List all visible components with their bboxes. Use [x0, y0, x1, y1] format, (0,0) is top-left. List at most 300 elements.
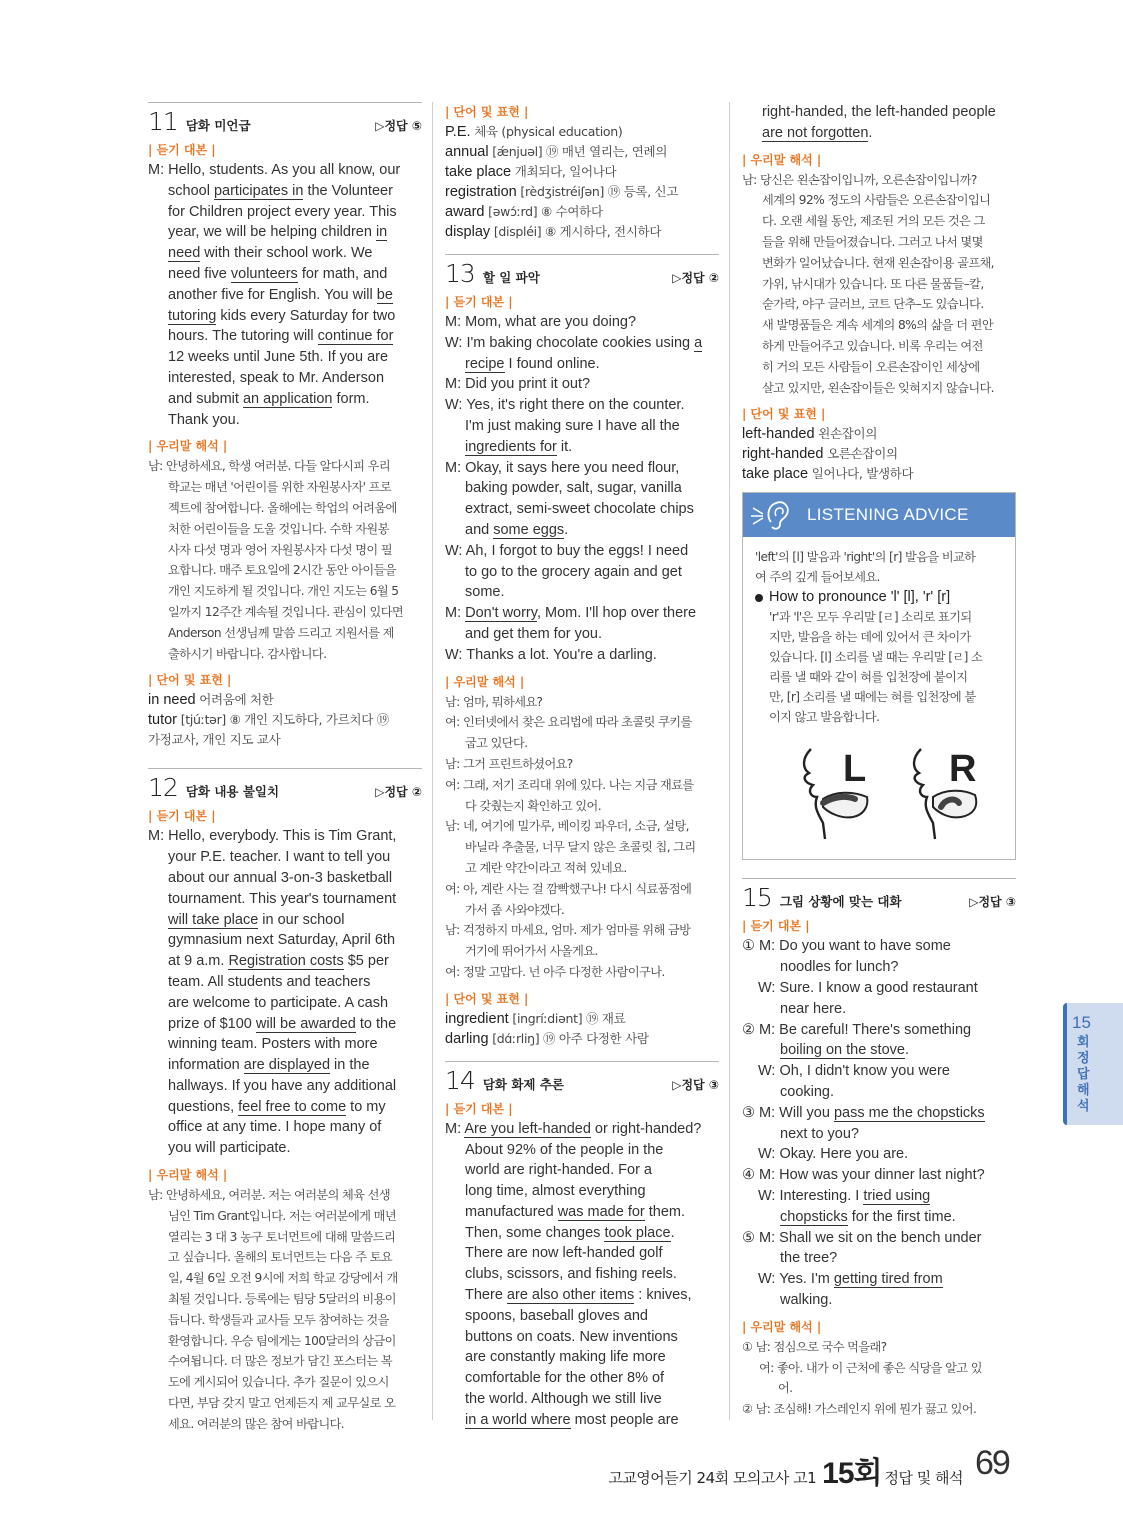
- translation-line: 남: 네, 여기에 밀가루, 베이킹 파우더, 소금, 설탕,: [445, 819, 689, 834]
- answer-label: ▷정답 ③: [672, 1077, 719, 1092]
- script-line: [742, 1290, 1016, 1311]
- script-text: ① M: Do you want to have some: [742, 938, 951, 955]
- script-label: | 듣기 대본 |: [445, 1101, 513, 1116]
- script-text: baking powder, salt, sugar, vanilla: [465, 480, 682, 497]
- advice-intro-line: 여 주의 깊게 들어보세요.: [755, 570, 880, 585]
- script-text: W: Interesting. I: [758, 1187, 864, 1204]
- script-text: ⑤ M: Shall we sit on the bench under: [742, 1229, 982, 1246]
- translation-line: 세요. 여러분의 많은 참여 바랍니다.: [168, 1416, 345, 1431]
- script-text: about our annual 3-on-3 basketball: [168, 869, 393, 886]
- translation-line: 살고 있지만, 왼손잡이들은 잊혀지지 않습니다.: [762, 380, 994, 395]
- script-text: W: Yes. I'm: [758, 1271, 834, 1288]
- script-text: them.: [644, 1203, 686, 1220]
- r-face-outline: [914, 749, 935, 839]
- question-15-header: [742, 878, 1016, 916]
- translation-line: 이지 않고 발음합니다.: [769, 710, 880, 725]
- script-text: .: [564, 521, 569, 538]
- script-line: [445, 458, 719, 479]
- vocab-entry: [148, 710, 422, 730]
- listening-advice-header: [743, 493, 1015, 537]
- advice-intro-line: 'left'의 [l] 발음과 'right'의 [r] 발음을 비교하: [755, 550, 976, 565]
- answer-label: ▷정답 ②: [672, 271, 719, 285]
- script-line: [742, 978, 1016, 999]
- script-text: form.: [332, 390, 370, 407]
- question-14-header: [445, 1061, 719, 1099]
- question-number: 15: [742, 883, 772, 913]
- underlined-phrase: Registration costs: [228, 953, 344, 970]
- vocab-entry: [445, 122, 719, 142]
- script-line: [148, 1055, 422, 1076]
- script-text: W: Thanks a lot. You're a darling.: [445, 646, 657, 663]
- page-number: 69: [975, 1444, 1009, 1482]
- script-text: About 92% of the people in the: [465, 1141, 664, 1158]
- script-line: [742, 1228, 1016, 1249]
- translation-line: 남: 걱정하지 마세요, 엄마. 제가 엄마를 위해 금방: [445, 923, 691, 938]
- translation-label: | 우리말 해석 |: [148, 439, 228, 454]
- vocab-label: | 단어 및 표현 |: [445, 105, 529, 119]
- underlined-phrase: took place: [604, 1224, 671, 1241]
- underlined-phrase: continue for: [317, 328, 394, 345]
- vocab-definition: 체육 (physical education): [470, 124, 623, 139]
- script-line: [148, 847, 422, 868]
- script-text: are welcome to participate. A cash: [168, 994, 389, 1011]
- script-text: and get them for you.: [465, 625, 603, 642]
- script-text: walking.: [780, 1291, 833, 1308]
- q14-translation: [742, 170, 1016, 399]
- side-tab-label: 회 정답해석: [1077, 1035, 1090, 1114]
- vocab-definition: 왼손잡이의: [814, 426, 878, 442]
- bullet-icon: [755, 594, 763, 602]
- script-line: [445, 333, 719, 354]
- script-text: information: [168, 1057, 244, 1074]
- script-text: hours. The tutoring will: [168, 328, 318, 345]
- script-line: [742, 1040, 1016, 1061]
- script-text: cooking.: [780, 1083, 835, 1100]
- script-line: [445, 1306, 719, 1327]
- underlined-phrase: in a world where: [465, 1411, 571, 1428]
- vocab-term: take place: [445, 164, 512, 180]
- script-text: the tree?: [780, 1250, 838, 1267]
- translation-line: 리를 낼 때와 같이 혀를 입천장에 붙이지: [769, 670, 968, 685]
- advice-body-text: [755, 607, 1005, 727]
- script-line: [742, 1165, 1016, 1186]
- script-text: to my: [346, 1098, 386, 1115]
- underlined-phrase: tutoring: [168, 307, 217, 324]
- script-line: [445, 499, 719, 520]
- script-line: [445, 520, 719, 541]
- underlined-phrase: Don't worry: [465, 605, 537, 622]
- vocab-definition: 개최되다, 일어나다: [511, 164, 617, 179]
- underlined-phrase: are also other items: [506, 1287, 635, 1304]
- script-line: [742, 123, 1016, 144]
- translation-line: 듭니다. 학생들과 교사들 모두 참여하는 것을: [168, 1312, 389, 1327]
- script-line: [742, 1248, 1016, 1269]
- vocab-term: in need: [148, 692, 196, 709]
- translation-line: ② 남: 조심해! 가스레인지 위에 뭔가 끓고 있어.: [742, 1402, 977, 1417]
- script-line: [742, 936, 1016, 957]
- q14-vocab: [742, 424, 1016, 484]
- script-label: | 듣기 대본 |: [445, 295, 513, 309]
- vocab-entry: [445, 202, 719, 222]
- script-line: [148, 264, 422, 285]
- script-line: [742, 1103, 1016, 1124]
- script-text: I'm just making sure I have all the: [465, 417, 680, 434]
- script-line: [445, 312, 719, 333]
- script-text: the world. Although we still live: [465, 1391, 662, 1408]
- script-text: another five for English. You will: [168, 286, 377, 303]
- footer-round: 15회: [822, 1457, 882, 1490]
- translation-line: 열리는 3 대 3 농구 토너먼트에 대해 말씀드리: [168, 1229, 396, 1244]
- translation-line: 요합니다. 매주 토요일에 2시간 동안 아이들을: [168, 563, 396, 578]
- vocab-definition: [dɑ́ːrliŋ] ⑲ 아주 다정한 사람: [488, 1030, 649, 1046]
- translation-line: Anderson 선생님께 말씀 드리고 지원서를 제: [168, 625, 394, 640]
- script-line: [445, 416, 719, 437]
- script-text: at 9 a.m.: [168, 953, 229, 970]
- script-text: right-handed, the left-handed people: [762, 104, 996, 120]
- script-text: winning team. Posters with more: [168, 1036, 378, 1053]
- script-text: gymnasium next Saturday, April 6th: [168, 932, 396, 949]
- translation-line: 수여됩니다. 더 많은 정보가 담긴 포스터는 복: [168, 1354, 393, 1369]
- vocab-term: P.E.: [445, 124, 471, 140]
- translation-line: 숟가락, 야구 글러브, 코트 단추–도 있습니다.: [762, 297, 984, 312]
- q13-script: [445, 312, 719, 666]
- script-line: [148, 972, 422, 993]
- page-footer: [608, 1448, 963, 1492]
- question-title: 담화 내용 불일치: [185, 784, 280, 800]
- script-text: kids every Saturday for two: [216, 307, 396, 324]
- script-text: W: Oh, I didn't know you were: [758, 1063, 950, 1080]
- vocab-entry: [742, 424, 1016, 444]
- translation-line: 최될 것입니다. 등록에는 팀당 5달러의 비용이: [168, 1292, 396, 1307]
- fig-r-letter: R: [949, 748, 977, 791]
- script-line: [148, 306, 422, 327]
- script-text: next to you?: [780, 1125, 859, 1142]
- script-line: [148, 202, 422, 223]
- script-line: [742, 1186, 1016, 1207]
- script-line: [445, 1140, 719, 1161]
- listening-advice-body: [743, 537, 1015, 859]
- script-line: [445, 582, 719, 603]
- vocab-term: award: [445, 204, 485, 220]
- script-line: [148, 1117, 422, 1138]
- script-line: [742, 1144, 1016, 1165]
- underlined-phrase: boiling on the stove: [780, 1042, 905, 1059]
- vocab-entry: [148, 690, 422, 710]
- vocab-label: | 단어 및 표현 |: [742, 407, 826, 422]
- vocab-entry: [445, 182, 719, 202]
- vocab-entry: [742, 464, 1016, 484]
- script-text: for math, and: [297, 265, 388, 282]
- translation-line: 젝트에 참여합니다. 올해에는 학업의 어려움에: [168, 500, 397, 515]
- script-line: [445, 437, 719, 458]
- script-text: ③ M: Will you: [742, 1104, 834, 1121]
- script-text: noodles for lunch?: [780, 959, 899, 976]
- script-line: [445, 1264, 719, 1285]
- column-divider: [729, 102, 730, 1420]
- script-text: manufactured: [465, 1203, 558, 1220]
- underlined-phrase: need: [168, 245, 201, 262]
- underlined-phrase: ingredients for: [465, 438, 557, 455]
- translation-line: 사자 다섯 명과 영어 자원봉사자 다섯 명이 필: [168, 542, 393, 557]
- question-11-header: [148, 102, 422, 140]
- question-number: 14: [445, 1065, 475, 1095]
- translation-line: 새 발명품들은 계속 세계의 8%의 삶을 더 편안: [762, 318, 993, 333]
- script-line: [148, 1034, 422, 1055]
- translation-line: 있습니다. [l] 소리를 낼 때는 우리말 [ㄹ] 소: [769, 650, 983, 665]
- q13-translation: [445, 692, 719, 983]
- question-title: 담화 미언급: [185, 118, 251, 133]
- script-line: [148, 347, 422, 368]
- translation-line: 다 갖췄는지 확인하고 있어.: [465, 798, 602, 813]
- script-text: buttons on coats. New inventions: [465, 1328, 678, 1345]
- vocab-label: | 단어 및 표현 |: [445, 991, 529, 1006]
- vocab-definition: [displéi] ⑧ 게시하다, 전시하다: [490, 224, 662, 239]
- translation-line: 개인 지도하게 될 것입니다. 개인 지도는 6월 5: [168, 584, 399, 599]
- script-text: M: Hello, students. As you all know, our: [148, 162, 401, 178]
- script-text: it.: [556, 438, 573, 455]
- q13-vocab: [445, 1009, 719, 1049]
- translation-label: | 우리말 해석 |: [148, 1168, 228, 1183]
- vocab-definition: 오른손잡이의: [823, 446, 898, 462]
- vocab-entry: [445, 142, 719, 162]
- translation-line: 처한 어린이들을 도울 것입니다. 수학 자원봉: [168, 521, 389, 536]
- answer-label: ▷정답 ⑤: [375, 119, 422, 133]
- script-text: W: Okay. Here you are.: [758, 1146, 909, 1163]
- translation-label: | 우리말 해석 |: [742, 1319, 822, 1334]
- underlined-phrase: was made for: [557, 1203, 645, 1220]
- vocab-definition: 가정교사, 개인 지도 교사: [148, 732, 281, 748]
- side-tab-accent: [1063, 1003, 1067, 1125]
- column-1: [148, 102, 422, 1435]
- script-text: interested, speak to Mr. Anderson: [168, 369, 385, 386]
- underlined-phrase: participates in: [213, 182, 304, 199]
- column-divider: [432, 102, 433, 1420]
- vocab-term: right-handed: [742, 446, 824, 463]
- script-text: with their school work. We: [200, 245, 373, 262]
- script-line: [148, 1138, 422, 1159]
- vocab-term: darling: [445, 1030, 489, 1047]
- script-text: .: [904, 1042, 909, 1059]
- translation-line: 가서 좀 사와야겠다.: [465, 902, 565, 917]
- translation-line: 일, 4월 6일 오전 9시에 저희 학교 강당에서 개: [168, 1271, 398, 1286]
- translation-line: 다. 오랜 세월 동안, 제조된 거의 모든 것은 그: [762, 214, 985, 229]
- q15-script: [742, 936, 1016, 1310]
- translation-line: 거기에 뛰어가서 사올게요.: [465, 944, 598, 959]
- underlined-phrase: tried using: [863, 1187, 931, 1204]
- script-line: [445, 1285, 719, 1306]
- translation-line: 남: 당신은 왼손잡이입니까, 오른손잡이입니까?: [742, 172, 977, 187]
- translation-line: 굽고 있단다.: [465, 736, 528, 751]
- script-text: long time, almost everything: [465, 1183, 646, 1200]
- script-text: There are now left-handed golf: [465, 1245, 663, 1262]
- underlined-phrase: a: [694, 334, 703, 351]
- q11-script: [148, 160, 422, 430]
- translation-line: 고 계란 약간이라고 적혀 있네요.: [465, 860, 627, 875]
- translation-line: ① 남: 점심으로 국수 먹을래?: [742, 1339, 887, 1354]
- script-text: : knives,: [634, 1287, 692, 1304]
- vocab-definition: 일어나다, 발생하다: [808, 466, 914, 482]
- question-13-header: [445, 254, 719, 292]
- script-text: M: Hello, everybody. This is Tim Grant,: [148, 828, 397, 845]
- script-line: [445, 624, 719, 645]
- script-text: ② M: Be careful! There's something: [742, 1021, 972, 1038]
- advice-bullet-text: How to pronounce 'l' [l], 'r' [r]: [769, 589, 951, 606]
- script-text: to the: [355, 1015, 397, 1032]
- script-line: [445, 1368, 719, 1389]
- script-text: need five: [168, 265, 231, 282]
- underlined-phrase: are not forgotten: [762, 124, 869, 141]
- script-line: [148, 889, 422, 910]
- underlined-phrase: Are you left-handed: [464, 1120, 591, 1137]
- script-text: year, we will be helping children: [168, 224, 376, 241]
- translation-label: | 우리말 해석 |: [742, 152, 822, 167]
- script-line: [445, 562, 719, 583]
- script-text: to go to the grocery again and get: [465, 563, 682, 580]
- ear-icon: [749, 498, 797, 532]
- script-text: W: I'm baking chocolate cookies using: [445, 334, 695, 351]
- question-number: 13: [445, 259, 475, 288]
- script-line: [148, 910, 422, 931]
- script-line: [445, 1327, 719, 1348]
- script-line: [445, 1223, 719, 1244]
- translation-line: 남: 안녕하세요, 학생 여러분. 다들 알다시피 우리: [148, 459, 390, 474]
- script-text: for Children project every year. This: [168, 203, 397, 220]
- translation-line: 세계의 92% 정도의 사람들은 오른손잡이입니: [762, 193, 991, 208]
- script-line: [148, 868, 422, 889]
- script-label: | 듣기 대본 |: [148, 809, 216, 824]
- script-text: prize of $100: [168, 1015, 256, 1032]
- script-text: 12 weeks until June 5th. If you are: [168, 349, 389, 366]
- underlined-phrase: pass me the chopsticks: [833, 1104, 985, 1121]
- answer-label: ▷정답 ③: [969, 895, 1016, 910]
- script-line: [148, 326, 422, 347]
- underlined-phrase: will take place: [168, 911, 259, 928]
- script-text: for the first time.: [847, 1208, 956, 1225]
- script-text: the Volunteer: [303, 182, 393, 199]
- translation-line: 도에 게시되어 있습니다. 추가 질문이 있으시: [168, 1375, 389, 1390]
- script-line: [445, 1347, 719, 1368]
- script-text: are constantly making life more: [465, 1349, 666, 1366]
- vocab-definition: 어려움에 처한: [195, 692, 274, 708]
- translation-line: 여: 정말 고맙다. 넌 아주 다정한 사람이구나.: [445, 964, 665, 979]
- script-line: [148, 993, 422, 1014]
- underlined-phrase: in: [375, 224, 388, 241]
- translation-line: 어.: [778, 1381, 793, 1396]
- script-text: W: Sure. I know a good restaurant: [758, 979, 978, 996]
- script-line: [742, 102, 1016, 123]
- vocab-entry: [445, 1009, 719, 1029]
- script-text: most people are: [570, 1411, 679, 1428]
- script-text: in our school: [258, 911, 345, 928]
- script-text: M: Mom, what are you doing?: [445, 314, 637, 330]
- translation-line: 여: 인터넷에서 찾은 요리법에 따라 초콜릿 쿠키를: [445, 715, 692, 730]
- advice-bullet: [755, 587, 1005, 607]
- script-line: [445, 1181, 719, 1202]
- script-label: | 듣기 대본 |: [742, 919, 810, 934]
- script-text: ④ M: How was your dinner last night?: [742, 1167, 985, 1184]
- script-text: some.: [465, 584, 505, 601]
- vocab-definition: [ingríːdiənt] ⑲ 재료: [508, 1010, 626, 1026]
- script-line: [742, 1124, 1016, 1145]
- listening-advice-box: [742, 492, 1016, 860]
- script-line: [148, 826, 422, 847]
- question-title: 할 일 파악: [482, 270, 540, 285]
- script-line: [148, 181, 422, 202]
- script-text: in the: [330, 1057, 370, 1074]
- vocab-entry: [742, 444, 1016, 464]
- question-title: 그림 상황에 맞는 대화: [779, 894, 902, 910]
- translation-line: 가위, 낚시대가 있습니다. 또 다른 물품들–칼,: [762, 276, 984, 291]
- script-line: [445, 1160, 719, 1181]
- translation-line: 바닐라 추출물, 너무 달지 않은 초콜릿 칩, 그리: [465, 840, 696, 855]
- script-text: Thank you.: [168, 411, 240, 428]
- q14-script: [445, 1119, 719, 1431]
- underlined-phrase: volunteers: [230, 265, 298, 282]
- script-line: [148, 160, 422, 181]
- script-text: Then, some changes: [465, 1224, 605, 1241]
- script-line: [742, 1020, 1016, 1041]
- script-text: questions,: [168, 1098, 239, 1115]
- translation-line: 히 거의 모든 사람들이 오른손잡이인 세상에: [762, 359, 980, 374]
- script-line: [742, 1269, 1016, 1290]
- translation-line: 여: 아, 계란 사는 걸 깜빡했구나! 다시 식료품점에: [445, 881, 692, 896]
- script-text: office at any time. I hope many of: [168, 1119, 382, 1136]
- chapter-side-tab: [1063, 1003, 1123, 1125]
- script-text: .: [868, 124, 873, 141]
- script-line: [742, 957, 1016, 978]
- script-line: [445, 478, 719, 499]
- translation-line: 하게 만들어주고 있습니다. 비록 우리는 여전: [762, 338, 983, 353]
- script-line: [148, 1014, 422, 1035]
- vocab-entry: [445, 162, 719, 182]
- q12-script: [148, 826, 422, 1159]
- script-text: extract, semi-sweet chocolate chips: [465, 501, 694, 518]
- script-line: [445, 354, 719, 375]
- vocab-term: display: [445, 224, 491, 240]
- translation-label: | 우리말 해석 |: [445, 674, 525, 689]
- script-line: [742, 1061, 1016, 1082]
- vocab-definition: [tjúːtər] ⑧ 개인 지도하다, 가르치다 ⑲: [177, 712, 389, 728]
- q14-script-continued: [742, 102, 1016, 144]
- translation-line: 여: 그래, 저기 조리대 위에 있다. 나는 지금 재료를: [445, 777, 694, 792]
- script-line: [148, 243, 422, 264]
- script-text: or right-handed?: [590, 1120, 702, 1137]
- script-line: [742, 999, 1016, 1020]
- underlined-phrase: an application: [242, 390, 333, 407]
- script-text: M: Okay, it says here you need flour,: [445, 459, 680, 476]
- question-12-header: [148, 768, 422, 806]
- translation-line: 지만, 발음을 하는 데에 있어서 큰 차이가: [769, 630, 971, 645]
- script-text: , Mom. I'll hop over there: [536, 605, 697, 622]
- vocab-term: tutor: [148, 712, 178, 729]
- script-line: [148, 951, 422, 972]
- translation-line: 고 싶습니다. 올해의 토너먼트는 다음 주 토요: [168, 1250, 393, 1265]
- underlined-phrase: be: [376, 286, 393, 303]
- underlined-phrase: recipe: [465, 355, 505, 372]
- script-line: [148, 285, 422, 306]
- script-line: [445, 541, 719, 562]
- script-line: [148, 222, 422, 243]
- column-3: [742, 102, 1016, 1420]
- vocab-entry: [445, 1029, 719, 1049]
- fig-l-letter: L: [843, 748, 867, 791]
- script-line: [445, 395, 719, 416]
- script-line: [742, 1207, 1016, 1228]
- translation-line: 일까지 12주간 계속될 것입니다. 관심이 있다면: [168, 604, 404, 619]
- q11-translation: [148, 456, 422, 664]
- script-line: [742, 1082, 1016, 1103]
- l-face-outline: [804, 749, 825, 839]
